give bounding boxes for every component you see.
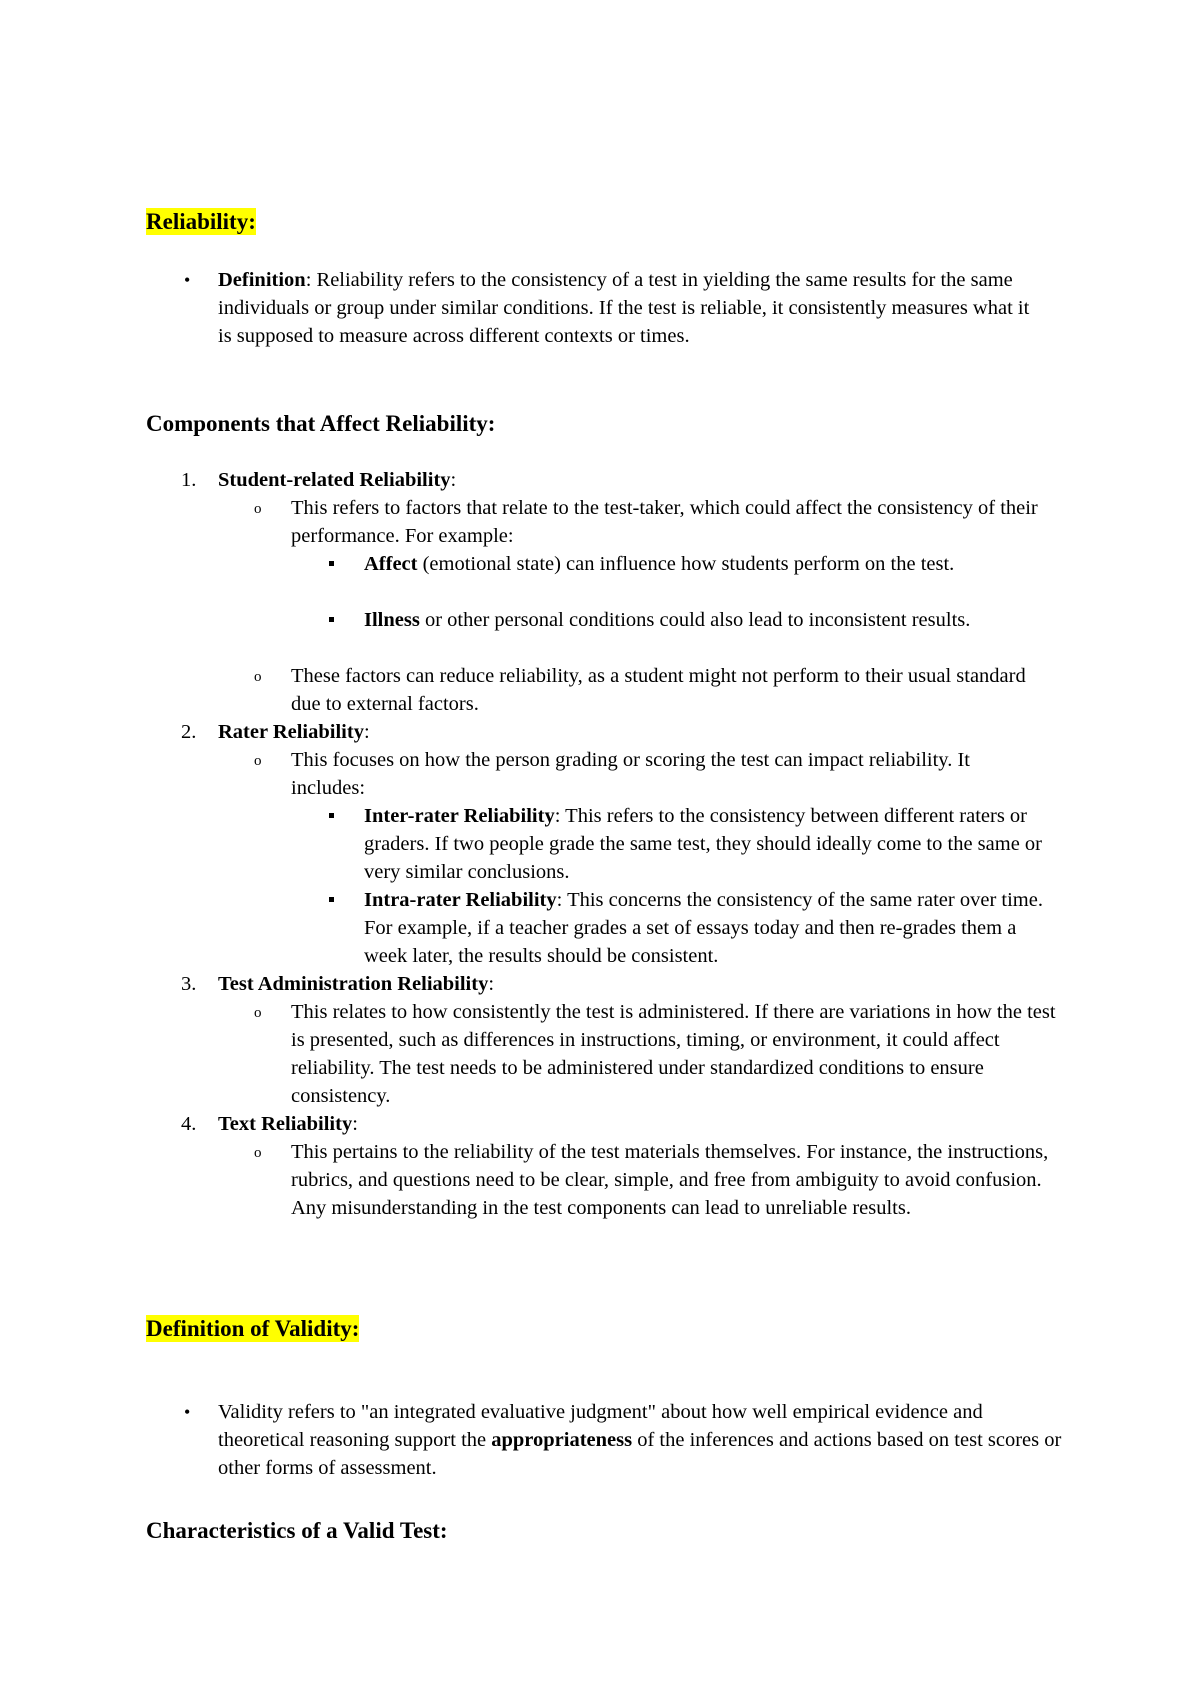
- square-marker: [329, 550, 334, 578]
- square-marker: [329, 802, 334, 830]
- circle-marker: o: [254, 1005, 262, 1021]
- bullet-marker: •: [184, 1402, 191, 1422]
- circle-marker: o: [254, 501, 262, 517]
- item-subpoint: Illness or other personal conditions could also lead to inconsistent results.: [364, 609, 971, 631]
- item-title: Text Reliability:: [218, 1113, 358, 1135]
- item-subtext: This focuses on how the person grading or scoring the test can impact reliability. It includes:: [291, 749, 970, 799]
- item-subpoint: Inter-rater Reliability: This refers to the consistency between different raters or graders. If two people grade the same test, they should ideally come to the same or very similar conclusions.: [364, 805, 1042, 883]
- validity-definition: Validity refers to "an integrated evaluative judgment" about how well empirical evidence and theoretical reasoning support the appropriateness of the inferences and actions based on test scores or other forms of assessment.: [218, 1401, 1062, 1479]
- circle-marker: o: [254, 669, 262, 685]
- circle-marker: o: [254, 1145, 262, 1161]
- item-subtext: These factors can reduce reliability, as a student might not perform to their usual standard due to external factors.: [291, 665, 1026, 715]
- item-subpoint: Affect (emotional state) can influence how students perform on the test.: [364, 553, 955, 575]
- reliability-definition: Definition: Reliability refers to the consistency of a test in yielding the same results for the same individuals or group under similar conditions. If the test is reliable, it consistently measures what it is supposed to measure across different contexts or times.: [218, 269, 1030, 347]
- list-number: 4.: [181, 1113, 197, 1135]
- list-number: 1.: [181, 469, 197, 491]
- square-marker: [329, 886, 334, 914]
- item-title: Student-related Reliability:: [218, 469, 457, 491]
- item-subtext: This relates to how consistently the test is administered. If there are variations in how the test is presented, such as differences in instructions, timing, or environment, it could affect reliability. The test needs to be administered under standardized conditions to ensure consistency.: [291, 1001, 1056, 1107]
- list-number: 2.: [181, 721, 197, 743]
- bullet-marker: •: [184, 270, 191, 290]
- item-subpoint: Intra-rater Reliability: This concerns the consistency of the same rater over time. For example, if a teacher grades a set of essays today and then re-grades them a week later, the results should be consistent.: [364, 889, 1043, 967]
- square-marker: [329, 606, 334, 634]
- validity-heading: Definition of Validity:: [146, 1316, 360, 1341]
- characteristics-heading: Characteristics of a Valid Test:: [146, 1518, 448, 1543]
- item-subtext: This pertains to the reliability of the test materials themselves. For instance, the instructions, rubrics, and questions need to be clear, simple, and free from ambiguity to avoid confusion. Any misunderstanding in the test components can lead to unreliable results.: [291, 1141, 1049, 1219]
- reliability-heading: Reliability:: [146, 209, 256, 234]
- item-title: Test Administration Reliability:: [218, 973, 495, 995]
- circle-marker: o: [254, 753, 262, 769]
- components-heading: Components that Affect Reliability:: [146, 411, 496, 436]
- item-subtext: This refers to factors that relate to the test-taker, which could affect the consistency of their performance. For example:: [291, 497, 1038, 547]
- item-title: Rater Reliability:: [218, 721, 370, 743]
- list-number: 3.: [181, 973, 197, 995]
